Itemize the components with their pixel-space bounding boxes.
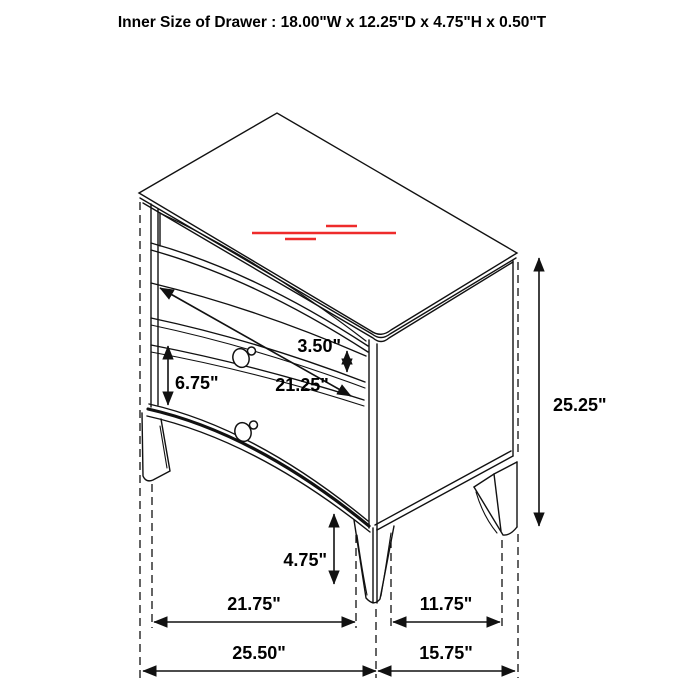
dim-label-top-drawer-height: 3.50": [297, 336, 341, 356]
dim-label-overall-width: 25.50": [232, 643, 286, 663]
nightstand-line-art: [139, 113, 517, 603]
bottom-rail: [147, 404, 370, 532]
dim-label-drawer-front-width: 21.25": [275, 375, 329, 395]
dim-label-overall-depth: 15.75": [419, 643, 473, 663]
dimension-labels: [175, 336, 607, 663]
dim-label-bottom-drawer-height: 6.75": [175, 373, 219, 393]
red-glare-marks: [252, 226, 396, 239]
drawer-knobs: [230, 346, 257, 443]
top-drawer-knob-icon: [230, 346, 255, 369]
dim-label-leg-height: 4.75": [283, 550, 327, 570]
dim-label-side-depth-inner: 11.75": [419, 594, 473, 614]
dim-label-overall-height: 25.25": [553, 395, 607, 415]
dim-label-front-width-inner: 21.75": [227, 594, 281, 614]
page-title: Inner Size of Drawer : 18.00"W x 12.25"D x 4.75"H x 0.50"T: [117, 14, 547, 31]
left-leg: [142, 413, 170, 481]
front-leg: [354, 520, 394, 603]
